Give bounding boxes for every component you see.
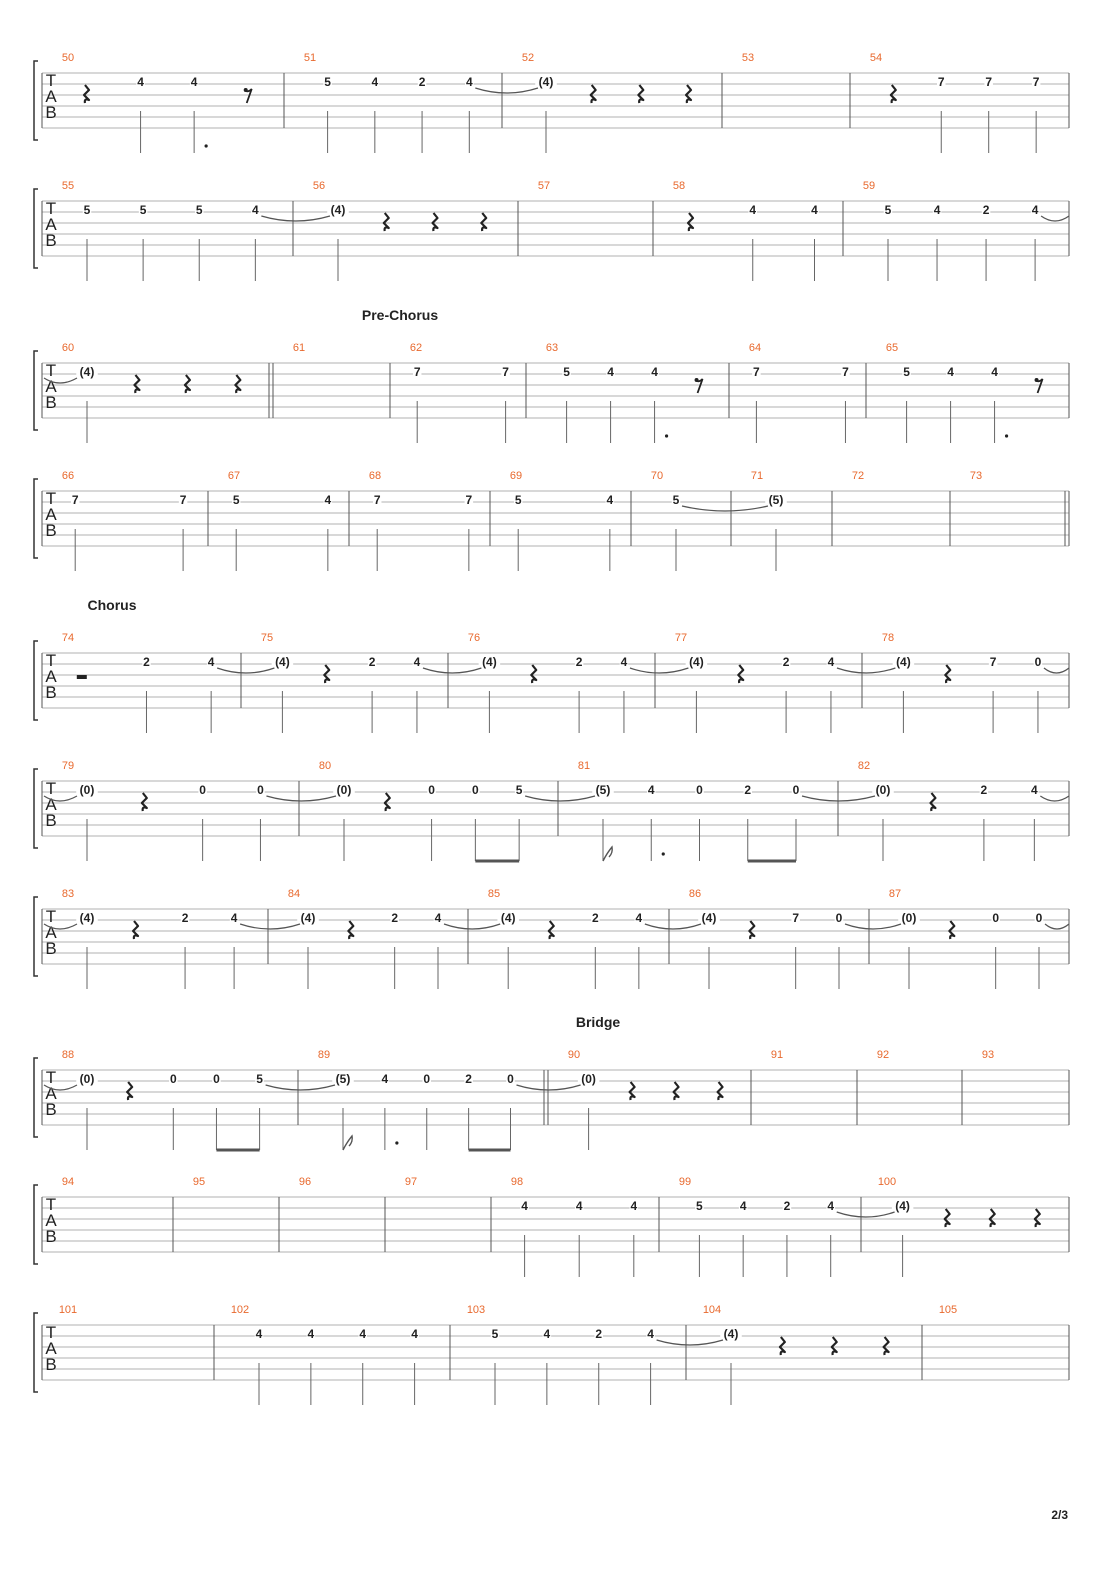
- fret-number: 5: [232, 493, 240, 507]
- fret-number: 4: [1031, 203, 1039, 217]
- tab-clef-letter: T: [45, 361, 57, 380]
- fret-number: 5: [83, 203, 91, 217]
- fret-number: 2: [980, 783, 988, 797]
- fret-number: (5): [595, 783, 611, 797]
- tab-clef-letter: B: [45, 1100, 57, 1119]
- tab-clef-letter: A: [45, 1339, 57, 1358]
- fret-number: 4: [230, 911, 238, 925]
- tab-system: [34, 888, 1069, 989]
- fret-number: 4: [620, 655, 628, 669]
- fret-number: 7: [413, 365, 421, 379]
- fret-number: 7: [842, 365, 849, 379]
- fret-number: 4: [647, 783, 655, 797]
- fret-number: (4): [482, 655, 497, 669]
- measure-number: 97: [404, 1176, 418, 1188]
- fret-number: 4: [324, 493, 332, 507]
- measure-number: 84: [287, 888, 301, 900]
- tab-system: [34, 470, 1069, 571]
- rhythm-dot: [665, 434, 668, 437]
- quarter-rest: [591, 85, 596, 103]
- tab-clef-letter: A: [45, 1084, 57, 1103]
- fret-number: (4): [79, 365, 95, 379]
- fret-number: 7: [792, 911, 800, 925]
- fret-number: 5: [884, 203, 892, 217]
- quarter-rest: [324, 665, 329, 683]
- tab-clef-letter: T: [45, 1195, 57, 1214]
- eighth-flag: [343, 1136, 352, 1150]
- system-bracket: [34, 769, 38, 848]
- measure-number: 103: [466, 1304, 486, 1316]
- fret-number: (4): [330, 203, 346, 217]
- fret-number: 4: [381, 1072, 389, 1086]
- quarter-rest: [433, 213, 438, 231]
- quarter-rest: [630, 1082, 635, 1100]
- quarter-rest: [481, 213, 486, 231]
- fret-number: 5: [324, 75, 331, 89]
- fret-number: 4: [434, 911, 442, 925]
- tie: [423, 668, 481, 673]
- fret-number: 4: [411, 1327, 418, 1341]
- fret-number: 4: [635, 911, 643, 925]
- measure-number: 64: [748, 342, 762, 354]
- fret-number: 7: [179, 493, 187, 507]
- tie: [1044, 668, 1069, 673]
- tie: [837, 1212, 895, 1217]
- measure-number: 77: [674, 632, 688, 644]
- fret-number: 0: [169, 1072, 177, 1086]
- fret-number: 0: [423, 1072, 431, 1086]
- system-bracket: [34, 897, 38, 976]
- fret-number: 4: [190, 75, 198, 89]
- fret-number: 4: [359, 1327, 367, 1341]
- tie: [217, 668, 274, 673]
- tie: [1045, 924, 1069, 929]
- measure-number: 65: [885, 342, 899, 354]
- tab-system: [34, 597, 1069, 733]
- quarter-rest: [891, 85, 896, 103]
- tab-clef-letter: B: [45, 939, 57, 958]
- quarter-rest: [686, 85, 691, 103]
- fret-number: 4: [543, 1327, 551, 1341]
- fret-number: 7: [989, 655, 997, 669]
- tab-clef-letter: A: [45, 215, 57, 234]
- fret-number: 4: [413, 655, 421, 669]
- tie: [630, 668, 688, 673]
- tab-clef-letter: B: [45, 1227, 57, 1246]
- tab-clef-letter: B: [45, 683, 57, 702]
- measure-number: 94: [61, 1176, 75, 1188]
- tab-clef-letter: A: [45, 667, 57, 686]
- fret-number: 2: [368, 655, 376, 669]
- fret-number: 0: [696, 783, 703, 797]
- tab-clef-letter: B: [45, 393, 57, 412]
- tab-system: [34, 1176, 1069, 1277]
- system-bracket: [34, 1058, 38, 1137]
- measure-number: 74: [61, 632, 75, 644]
- system-bracket: [34, 351, 38, 430]
- fret-number: (4): [723, 1327, 739, 1341]
- quarter-rest: [688, 213, 693, 231]
- measure-number: 55: [61, 180, 75, 192]
- measure-number: 53: [741, 52, 755, 64]
- eighth-flag: [603, 847, 612, 861]
- tie: [475, 88, 538, 93]
- measure-number: 88: [61, 1049, 75, 1061]
- fret-number: 4: [827, 655, 835, 669]
- quarter-rest: [945, 1209, 950, 1227]
- tab-system: [34, 180, 1069, 281]
- rhythm-dot: [1005, 434, 1008, 437]
- system-bracket: [34, 189, 38, 268]
- quarter-rest: [185, 375, 190, 393]
- measure-number: 59: [862, 180, 876, 192]
- measure-number: 92: [876, 1049, 890, 1061]
- measure-number: 73: [969, 470, 983, 482]
- measure-number: 99: [678, 1176, 692, 1188]
- fret-number: 0: [507, 1072, 514, 1086]
- measure-number: 81: [577, 760, 591, 772]
- measure-number: 66: [61, 470, 75, 482]
- measure-number: 70: [650, 470, 664, 482]
- measure-number: 71: [750, 470, 764, 482]
- quarter-rest: [884, 1337, 889, 1355]
- fret-number: 7: [937, 75, 945, 89]
- quarter-rest: [749, 921, 754, 939]
- measure-number: 86: [688, 888, 702, 900]
- eighth-rest-dot: [1035, 378, 1039, 382]
- fret-number: 5: [903, 365, 910, 379]
- fret-number: (5): [768, 493, 784, 507]
- fret-number: 2: [595, 1327, 603, 1341]
- fret-number: 7: [753, 365, 760, 379]
- tie: [837, 668, 895, 673]
- fret-number: 4: [465, 75, 473, 89]
- tie: [845, 924, 901, 929]
- fret-number: (4): [500, 911, 516, 925]
- measure-number: 72: [851, 470, 865, 482]
- fret-number: 4: [630, 1199, 638, 1213]
- fret-number: 2: [465, 1072, 472, 1086]
- measure-number: 54: [869, 52, 883, 64]
- measure-number: 90: [567, 1049, 581, 1061]
- quarter-rest: [127, 1082, 132, 1100]
- quarter-rest: [930, 793, 935, 811]
- fret-number: 7: [373, 493, 381, 507]
- measure-number: 51: [303, 52, 317, 64]
- tab-clef-letter: T: [45, 651, 57, 670]
- measure-number: 87: [888, 888, 902, 900]
- quarter-rest: [638, 85, 643, 103]
- measure-number: 63: [545, 342, 559, 354]
- measure-number: 83: [61, 888, 75, 900]
- quarter-rest: [133, 921, 138, 939]
- tie: [240, 924, 300, 929]
- measure-number: 85: [487, 888, 501, 900]
- measure-number: 102: [230, 1304, 250, 1316]
- fret-number: 4: [307, 1327, 315, 1341]
- rhythm-dot: [395, 1141, 398, 1144]
- tie: [1040, 796, 1069, 801]
- measure-number: 79: [61, 760, 75, 772]
- fret-number: 2: [744, 783, 752, 797]
- tie: [645, 924, 701, 929]
- system-bracket: [34, 1313, 38, 1392]
- quarter-rest: [384, 213, 389, 231]
- fret-number: 0: [257, 783, 264, 797]
- quarter-rest: [84, 85, 89, 103]
- tab-clef-letter: T: [45, 907, 57, 926]
- tab-clef-letter: A: [45, 87, 57, 106]
- tab-clef-letter: B: [45, 811, 57, 830]
- fret-number: 4: [933, 203, 941, 217]
- tab-system: [34, 52, 1069, 153]
- system-bracket: [34, 641, 38, 720]
- fret-number: (0): [336, 783, 352, 797]
- eighth-rest-dot: [695, 378, 699, 382]
- tab-clef-letter: A: [45, 505, 57, 524]
- fret-number: 7: [1032, 75, 1040, 89]
- measure-number: 50: [61, 52, 75, 64]
- fret-number: (4): [79, 911, 95, 925]
- measure-number: 52: [521, 52, 535, 64]
- fret-number: 7: [71, 493, 79, 507]
- tie: [682, 506, 768, 511]
- measure-number: 98: [510, 1176, 524, 1188]
- quarter-rest: [832, 1337, 837, 1355]
- fret-number: (4): [300, 911, 316, 925]
- measure-number: 95: [192, 1176, 206, 1188]
- fret-number: (4): [275, 655, 290, 669]
- measure-number: 60: [61, 342, 75, 354]
- fret-number: 5: [514, 493, 522, 507]
- tie: [444, 924, 500, 929]
- measure-number: 78: [881, 632, 895, 644]
- page-number: 2/3: [1051, 1508, 1068, 1522]
- fret-number: 5: [563, 365, 570, 379]
- fret-number: 5: [672, 493, 680, 507]
- fret-number: 0: [213, 1072, 220, 1086]
- tie: [261, 216, 330, 221]
- fret-number: (0): [79, 1072, 95, 1086]
- system-bracket: [34, 479, 38, 558]
- measure-number: 80: [318, 760, 332, 772]
- fret-number: 5: [256, 1072, 263, 1086]
- tie: [657, 1340, 723, 1345]
- tab-clef-letter: A: [45, 1211, 57, 1230]
- tab-clef-letter: A: [45, 795, 57, 814]
- fret-number: 4: [207, 655, 215, 669]
- fret-number: 0: [428, 783, 435, 797]
- fret-number: 0: [792, 783, 800, 797]
- quarter-rest: [142, 793, 147, 811]
- fret-number: 5: [696, 1199, 703, 1213]
- fret-number: 4: [811, 203, 818, 217]
- fret-number: 2: [418, 75, 426, 89]
- tab-clef-letter: B: [45, 521, 57, 540]
- measure-number: 67: [227, 470, 241, 482]
- fret-number: 7: [985, 75, 993, 89]
- half-rest: [77, 675, 87, 679]
- fret-number: (4): [701, 911, 717, 925]
- measure-number: 89: [317, 1049, 331, 1061]
- quarter-rest: [385, 793, 390, 811]
- fret-number: 2: [391, 911, 399, 925]
- fret-number: 5: [195, 203, 203, 217]
- fret-number: 2: [783, 1199, 791, 1213]
- tab-clef-letter: T: [45, 71, 57, 90]
- fret-number: (4): [538, 75, 554, 89]
- tab-clef-letter: T: [45, 199, 57, 218]
- quarter-rest: [738, 665, 743, 683]
- fret-number: 0: [199, 783, 206, 797]
- fret-number: 4: [521, 1199, 528, 1213]
- fret-number: 2: [181, 911, 189, 925]
- tab-clef-letter: A: [45, 923, 57, 942]
- measure-number: 82: [857, 760, 871, 772]
- tab-system: [34, 1014, 1069, 1150]
- quarter-rest: [348, 921, 353, 939]
- fret-number: 4: [739, 1199, 747, 1213]
- measure-number: 105: [938, 1304, 958, 1316]
- quarter-rest: [780, 1337, 785, 1355]
- quarter-rest: [549, 921, 554, 939]
- quarter-rest: [674, 1082, 679, 1100]
- tie: [1041, 216, 1069, 221]
- tie: [517, 1085, 581, 1090]
- fret-number: 4: [647, 1327, 654, 1341]
- fret-number: 7: [465, 493, 473, 507]
- section-label: Bridge: [575, 1014, 621, 1030]
- quarter-rest: [531, 665, 536, 683]
- quarter-rest: [718, 1082, 723, 1100]
- tab-clef-letter: B: [45, 103, 57, 122]
- rhythm-dot: [662, 852, 665, 855]
- fret-number: 5: [491, 1327, 499, 1341]
- section-label: Pre-Chorus: [361, 307, 439, 323]
- measure-number: 96: [298, 1176, 312, 1188]
- tie: [266, 796, 336, 801]
- fret-number: 5: [139, 203, 147, 217]
- measure-number: 93: [981, 1049, 995, 1061]
- quarter-rest: [134, 375, 139, 393]
- measure-number: 61: [292, 342, 306, 354]
- tab-clef-letter: B: [45, 1355, 57, 1374]
- measure-number: 100: [877, 1176, 897, 1188]
- fret-number: 4: [1031, 783, 1038, 797]
- fret-number: (0): [79, 783, 95, 797]
- tab-system: [34, 1304, 1069, 1405]
- tie: [525, 796, 595, 801]
- fret-number: 2: [982, 203, 990, 217]
- quarter-rest: [945, 665, 950, 683]
- fret-number: 0: [992, 911, 1000, 925]
- measure-number: 68: [368, 470, 382, 482]
- fret-number: (4): [895, 1199, 910, 1213]
- tab-clef-letter: B: [45, 231, 57, 250]
- tab-clef-letter: T: [45, 1323, 57, 1342]
- eighth-rest-dot: [244, 88, 248, 92]
- fret-number: 0: [1035, 911, 1043, 925]
- fret-number: (0): [875, 783, 891, 797]
- fret-number: 4: [606, 493, 614, 507]
- fret-number: 4: [137, 75, 144, 89]
- fret-number: 7: [502, 365, 509, 379]
- measure-number: 58: [672, 180, 686, 192]
- fret-number: 4: [749, 203, 757, 217]
- tab-clef-letter: T: [45, 489, 57, 508]
- section-label: Chorus: [87, 597, 137, 613]
- tab-system: [34, 760, 1069, 861]
- fret-number: 0: [472, 783, 479, 797]
- measure-number: 91: [770, 1049, 784, 1061]
- quarter-rest: [1035, 1209, 1040, 1227]
- fret-number: (4): [689, 655, 704, 669]
- fret-number: 4: [651, 365, 658, 379]
- fret-number: 4: [827, 1199, 835, 1213]
- fret-number: 2: [591, 911, 599, 925]
- fret-number: (0): [901, 911, 917, 925]
- tie: [266, 1085, 335, 1090]
- fret-number: 4: [255, 1327, 263, 1341]
- fret-number: 5: [515, 783, 523, 797]
- tab-clef-letter: T: [45, 779, 57, 798]
- fret-number: 2: [143, 655, 150, 669]
- fret-number: 0: [1034, 655, 1042, 669]
- rhythm-dot: [205, 144, 208, 147]
- measure-number: 104: [702, 1304, 722, 1316]
- fret-number: 2: [782, 655, 790, 669]
- quarter-rest: [990, 1209, 995, 1227]
- tab-clef-letter: A: [45, 377, 57, 396]
- fret-number: 4: [991, 365, 998, 379]
- measure-number: 62: [409, 342, 423, 354]
- quarter-rest: [949, 921, 954, 939]
- measure-number: 69: [509, 470, 523, 482]
- fret-number: 4: [575, 1199, 583, 1213]
- fret-number: 4: [607, 365, 614, 379]
- measure-number: 76: [467, 632, 481, 644]
- measure-number: 75: [260, 632, 274, 644]
- tab-clef-letter: T: [45, 1068, 57, 1087]
- system-bracket: [34, 61, 38, 140]
- fret-number: 0: [835, 911, 843, 925]
- fret-number: 4: [371, 75, 379, 89]
- tab-system: [34, 307, 1069, 443]
- measure-number: 57: [537, 180, 551, 192]
- fret-number: 2: [575, 655, 583, 669]
- system-bracket: [34, 1185, 38, 1264]
- measure-number: 101: [58, 1304, 78, 1316]
- fret-number: (0): [581, 1072, 596, 1086]
- fret-number: 4: [252, 203, 259, 217]
- fret-number: 4: [947, 365, 954, 379]
- fret-number: (5): [335, 1072, 351, 1086]
- fret-number: (4): [896, 655, 911, 669]
- measure-number: 56: [312, 180, 326, 192]
- quarter-rest: [235, 375, 240, 393]
